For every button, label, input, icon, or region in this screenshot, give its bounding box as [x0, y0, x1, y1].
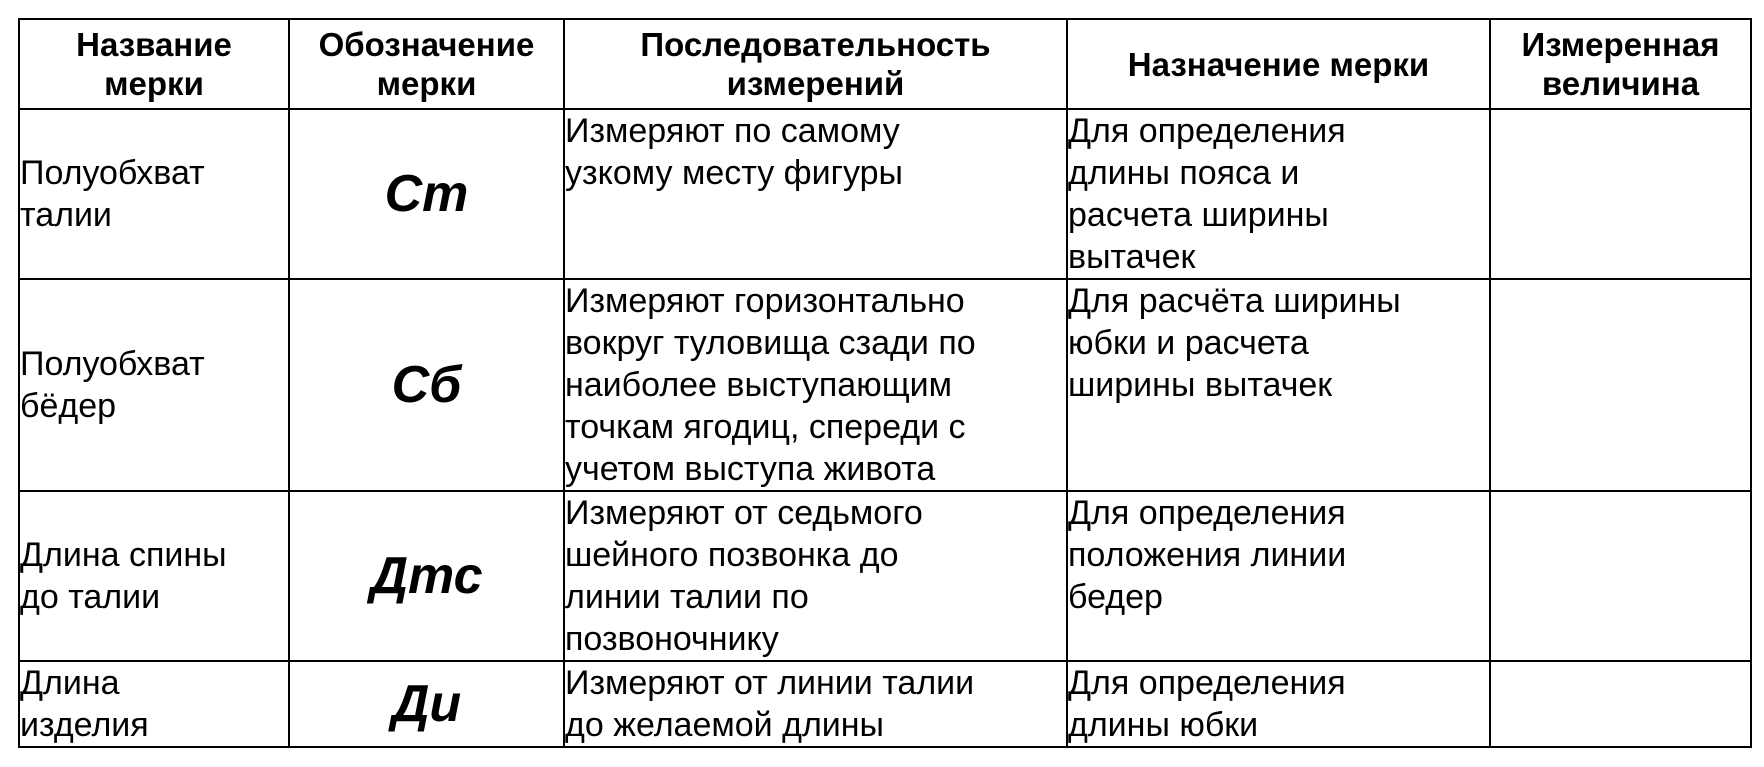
measure-symbol-cell: Дтс [289, 491, 564, 661]
header-measured-value: Измеренная величина [1490, 19, 1751, 109]
measure-name-cell: Полуобхват талии [19, 109, 289, 279]
header-measure-name: Название мерки [19, 19, 289, 109]
measure-procedure-cell: Измеряют горизонтально вокруг туловища сзади по наиболее выступающим точкам ягодиц, спереди с учетом выступа живота [564, 279, 1067, 491]
measured-value-cell[interactable] [1490, 491, 1751, 661]
header-measure-purpose: Назначение мерки [1067, 19, 1490, 109]
measure-purpose-cell: Для определения положения линии бедер [1067, 491, 1490, 661]
measured-value-cell[interactable] [1490, 279, 1751, 491]
measure-name-cell: Полуобхват бёдер [19, 279, 289, 491]
measure-procedure-cell: Измеряют от линии талии до желаемой длины [564, 661, 1067, 747]
header-measure-procedure: Последовательность измерений [564, 19, 1067, 109]
measure-symbol-cell: Ст [289, 109, 564, 279]
measured-value-cell[interactable] [1490, 661, 1751, 747]
measure-purpose-cell: Для определения длины юбки [1067, 661, 1490, 747]
table-row [19, 279, 1751, 491]
measurements-table [18, 18, 1752, 748]
measure-name-cell: Длина спины до талии [19, 491, 289, 661]
measured-value-cell[interactable] [1490, 109, 1751, 279]
measure-procedure-cell: Измеряют по самому узкому месту фигуры [564, 109, 1067, 279]
measure-purpose-cell: Для определения длины пояса и расчета ширины вытачек [1067, 109, 1490, 279]
measure-procedure-cell: Измеряют от седьмого шейного позвонка до линии талии по позвоночнику [564, 491, 1067, 661]
measure-name-cell: Длина изделия [19, 661, 289, 747]
table-row [19, 109, 1751, 279]
measure-symbol-cell: Сб [289, 279, 564, 491]
table-row [19, 491, 1751, 661]
header-measure-symbol: Обозначение мерки [289, 19, 564, 109]
measure-symbol-cell: Ди [289, 661, 564, 747]
table-header-row [19, 19, 1751, 109]
table-row [19, 661, 1751, 747]
measure-purpose-cell: Для расчёта ширины юбки и расчета ширины вытачек [1067, 279, 1490, 491]
